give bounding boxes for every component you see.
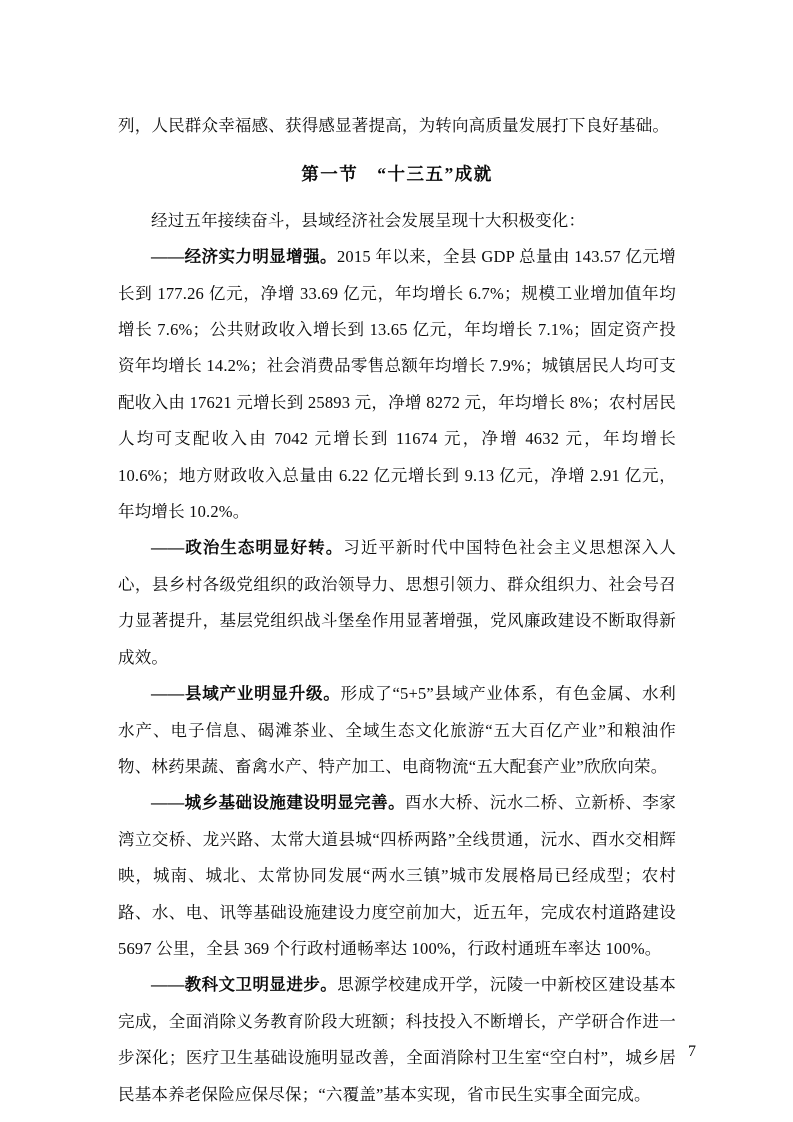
achievement-lead-education: ——教科文卫明显进步。	[151, 975, 338, 995]
achievement-text-infrastructure: 酉水大桥、沅水二桥、立新桥、李家湾立交桥、龙兴路、太常大道县城“四桥两路”全线贯通，沅水、酉水交相辉映，城南、城北、太常协同发展“两水三镇”城市发展格局已经成型；农村路、水、电、讯等基础设施建设力度空前加大，近五年，完成农村道路建设 5697 公里，全县 369 个行政村通畅率达 100%，行政村通班车率达 100%。	[118, 793, 677, 958]
achievement-text-politics: 习近平新时代中国特色社会主义思想深入人心，县乡村各级党组织的政治领导力、思想引领力、群众组织力、社会号召力显著提升，基层党组织战斗堡垒作用显著增强，党风廉政建设不断取得新成效。	[118, 538, 676, 667]
achievement-lead-industry: ——县域产业明显升级。	[151, 684, 341, 704]
achievement-text-industry: 形成了“5+5”县域产业体系，有色金属、水利水产、电子信息、碣滩茶业、全域生态文化旅游“五大百亿产业”和粮油作物、林药果蔬、畜禽水产、特产加工、电商物流“五大配套产业”欣欣向荣。	[118, 684, 676, 776]
paragraph-intro: 经过五年接续奋斗，县域经济社会发展呈现十大积极变化：	[151, 210, 586, 230]
page-number: 7	[688, 1043, 696, 1060]
achievement-text-economy: 2015 年以来，全县 GDP 总量由 143.57 亿元增长到 177.26 亿元，净增 33.69 亿元，年均增长 6.7%；规模工业增加值年均增长 7.6%；公共财政收入增长到 13.65 亿元，年均增长 7.1%；固定资产投资年均增长 14.2%；社会消费品零售总额年均增长 7.9%；城镇居民人均可支配收入由 17621 元增长到 25893 元，净增 8272 元，年均增长 8%；农村居民人均可支配收入由 7042 元增长到 11674 元，净增 4632 元，年均增长 10.6%；地方财政收入总量由 6.22 亿元增长到 9.13 亿元，净增 2.91 亿元，年均增长 10.2%。	[118, 247, 676, 522]
page-content	[118, 108, 676, 1113]
achievement-paragraph-politics	[118, 530, 676, 676]
achievement-paragraph-economy	[118, 239, 676, 530]
achievement-paragraph-infrastructure	[118, 785, 676, 967]
achievement-paragraph-education	[118, 967, 676, 1113]
paragraph-continuation: 列，人民群众幸福感、获得感显著提高，为转向高质量发展打下良好基础。	[118, 116, 670, 135]
achievement-text-education: 思源学校建成开学，沅陵一中新校区建设基本完成，全面消除义务教育阶段大班额；科技投入不断增长，产学研合作进一步深化；医疗卫生基础设施明显改善，全面消除村卫生室“空白村”，城乡居民基本养老保险应保尽保；“六覆盖”基本实现，省市民生实事全面完成。	[118, 975, 676, 1104]
achievement-lead-infrastructure: ——城乡基础设施建设明显完善。	[151, 793, 406, 813]
section-heading: 第一节 “十三五”成就	[301, 164, 493, 185]
achievement-lead-politics: ——政治生态明显好转。	[151, 538, 344, 558]
achievement-lead-economy: ——经济实力明显增强。	[151, 247, 337, 267]
achievement-paragraph-industry	[118, 676, 676, 785]
